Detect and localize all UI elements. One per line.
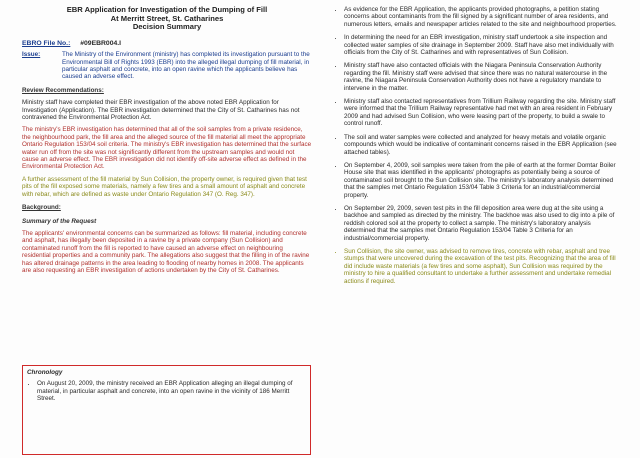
title-line-1: EBR Application for Investigation of the Dumping of Fill bbox=[66, 5, 268, 14]
document-title bbox=[22, 6, 312, 32]
file-number-label: EBRO File No.: bbox=[22, 39, 71, 47]
review-heading: Review Recommendations: bbox=[22, 86, 104, 94]
chronology-box bbox=[22, 365, 311, 455]
right-column bbox=[332, 0, 624, 291]
summary-paragraph: The applicants' environmental concerns can be summarized as follows: fill material, including concrete and asphalt, has illegally been deposited in a ravine by a private company (Sun Collision) and contaminated runoff from the fill is reported to have caused an adverse effect on neighbouring residential properties and a community park. The allegations also suggest that the filling in of the ravine has altered drainage patterns in the area leading to flooding of nearby homes in 2008. The applicants are also requesting an EBR investigation of actions undertaken by the City of St. Catharines. bbox=[22, 229, 310, 274]
bullet-item: • Sun Collision, the site owner, was advised to remove tires, concrete with rebar, asphalt and tree stumps that were uncovered during the excavation of the test pits. Recognizing that the area of fill did include waste materials (a few tires and some asphalt), Sun Collision was required by the ministry to hire a qualified consultant to undertake a further assessment and undertake remedial actions if required. bbox=[344, 248, 624, 285]
review-paragraph-1: Ministry staff have completed their EBR investigation of the above noted EBR Application for Investigation (Application). The EBR investigation determined that the City of St. Catharines has not contravened the Environmental Protection Act. bbox=[22, 99, 300, 122]
chronology-heading: Chronology bbox=[27, 369, 63, 376]
review-paragraph-3: A further assessment of the fill material by Sun Collision, the property owner, is required given that test pits of the fill exposed some materials, namely a few tires and a small amount of asphalt and concrete with rebar, which are defined as waste under Ontario Regulation 347 (O. Reg. 347). bbox=[22, 175, 307, 198]
issue-label: Issue: bbox=[22, 51, 41, 59]
review-paragraph-2: The ministry's EBR investigation has determined that all of the soil samples from a private residence, the neighbourhood park, the fill area and the alleged source of the fill material all meet the appropriate Ontario Regulation 153/04 soil criteria. The ministry's EBR investigation has determined that the surface water run off from the site was not significantly different from the upstream samples and would not cause an adverse effect. The EBR investigation did not identify off-site adverse effect as defined in the Environmental Protection Act. bbox=[22, 126, 312, 171]
title-line-2: At Merritt Street, St. Catharines bbox=[110, 13, 224, 23]
evidence-list bbox=[332, 6, 624, 285]
bullet-item: • On September 29, 2009, seven test pits in the fill deposition area were dug at the site using a backhoe and sampled as directed by the ministry. The backhoe was also used to dig into a pile of reddish colored soil at the property to collect a sample. The ministry's laboratory analysis determined that the samples met Ontario Regulation 153/04 Table 3 Criteria for an industrial/commercial property. bbox=[344, 205, 624, 242]
bullet-item: • Ministry staff also contacted representatives from Trillium Railway regarding the site. Ministry staff were informed that the Trillium Railway representative had met with an area resident in February 2009 and had advised Sun Collision, who were leasing part of the property, to build a swale to control runoff. bbox=[344, 98, 624, 128]
issue-block bbox=[22, 51, 312, 81]
chronology-list bbox=[27, 380, 306, 402]
bullet-item: • The soil and water samples were collected and analyzed for heavy metals and volatile organic compounds which would be indicative of contaminant concerns raised in the EBR Application (see attached tables). bbox=[344, 134, 624, 156]
bullet-item: • In determining the need for an EBR investigation, ministry staff undertook a site inspection and collected water samples of site drainage in September 2009. Staff have also met individually with officials from the City of St. Catharines and with representatives of Sun Collision. bbox=[344, 34, 624, 56]
file-number bbox=[22, 40, 312, 47]
file-number-value: #09EBR004.I bbox=[80, 39, 122, 47]
summary-heading: Summary of the Request bbox=[22, 217, 97, 225]
chronology-item: • On August 20, 2009, the ministry received an EBR Application alleging an illegal dumping of material, in particular asphalt and concrete, into an open ravine in the vicinity of 186 Merritt Street. bbox=[37, 380, 306, 402]
issue-text: The Ministry of the Environment (ministry) has completed its investigation pursuant to the Environmental Bill of Rights 1993 (EBR) into the alleged illegal dumping of fill material, in particular asphalt and concrete, into an open ravine which the applicants believe has caused an adverse effect. bbox=[62, 51, 310, 81]
bullet-item: • On September 4, 2009, soil samples were taken from the pile of earth at the former Domtar Boiler House site that was identified in the applicants' photographs as potentially being a source of contaminated soil brought to the Sun Collision site. The ministry's laboratory analysis determined that the samples met Ontario Regulation 153/04 Table 3 Criteria for an industrial/commercial property. bbox=[344, 162, 624, 199]
bullet-item: • As evidence for the EBR Application, the applicants provided photographs, a petition stating concerns about contaminants from the fill signed by a significant number of area residents, and numerous letters, emails and newspaper articles related to the site and neighbourhood properties. bbox=[344, 6, 624, 28]
bullet-item: • Ministry staff have also contacted officials with the Niagara Peninsula Conservation Authority regarding the fill. Ministry staff were advised that since there was no natural watercourse in the ravine, the Niagara Peninsula Conservation Authority does not have a regulatory mandate to intervene in the matter. bbox=[344, 62, 624, 92]
title-line-3: Decision Summary bbox=[132, 22, 202, 32]
background-heading: Background: bbox=[22, 204, 61, 212]
left-column bbox=[22, 0, 312, 274]
